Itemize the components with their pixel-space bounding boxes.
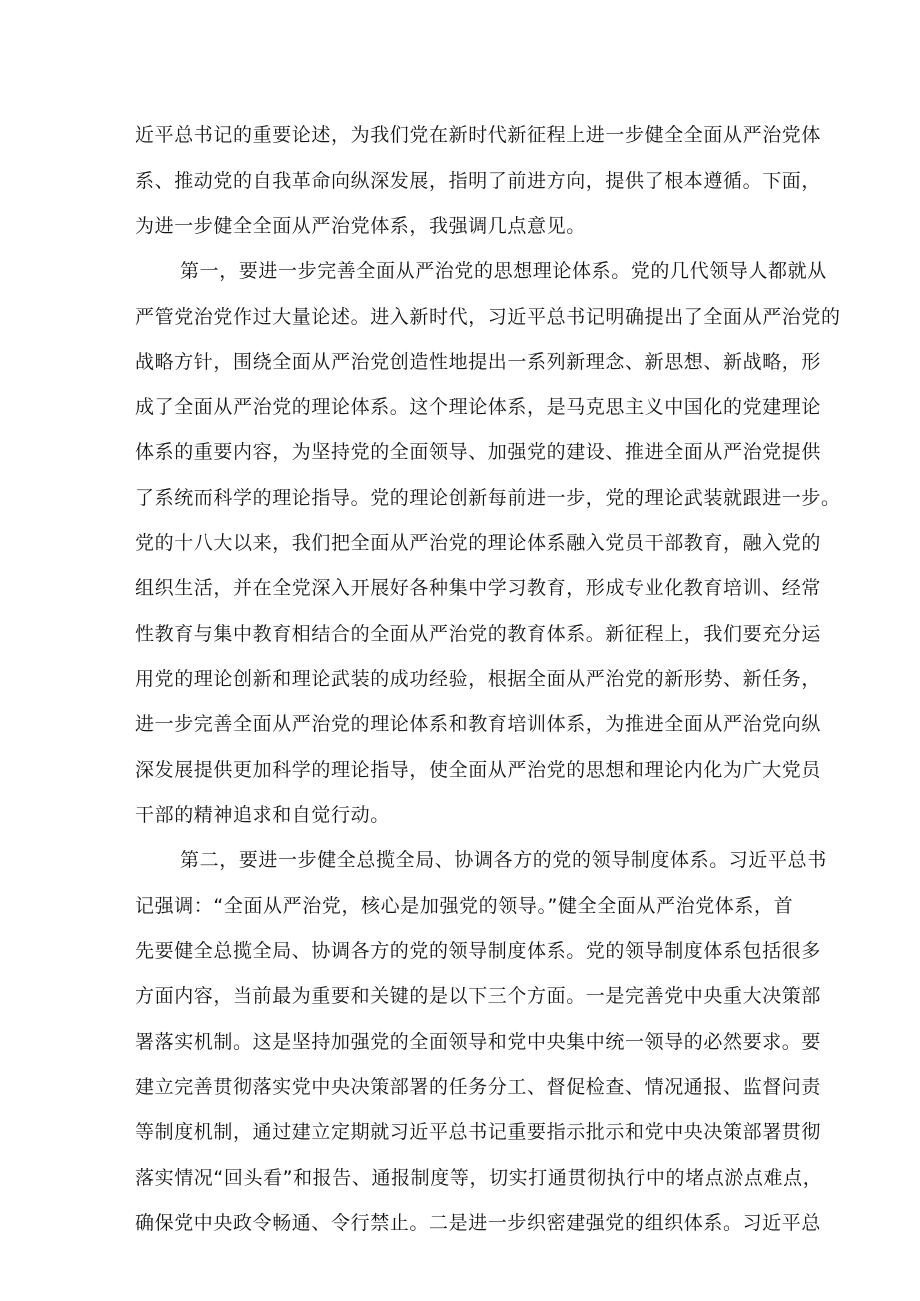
text-line: 近平总书记的重要论述，为我们党在新时代新征程上进一步健全全面从严治党体 bbox=[135, 124, 822, 146]
text-line: 等制度机制，通过建立定期就习近平总书记重要指示批示和党中央决策部署贯彻 bbox=[135, 1121, 822, 1143]
paragraph-first-line: 第二，要进一步健全总揽全局、协调各方的党的领导制度体系。习近平总书 bbox=[180, 849, 827, 871]
text-line: 干部的精神追求和自觉行动。 bbox=[135, 804, 390, 826]
text-line: 署落实机制。这是坚持加强党的全面领导和党中央集中统一领导的必然要求。要 bbox=[135, 1031, 822, 1053]
text-line: 成了全面从严治党的理论体系。这个理论体系，是马克思主义中国化的党建理论 bbox=[135, 396, 822, 418]
text-line: 了系统而科学的理论指导。党的理论创新每前进一步，党的理论武装就跟进一步。 bbox=[135, 487, 841, 509]
text-line: 确保党中央政令畅通、令行禁止。二是进一步织密建强党的组织体系。习近平总 bbox=[135, 1212, 822, 1234]
text-line: 落实情况“回头看”和报告、通报制度等，切实打通贯彻执行中的堵点淤点难点， bbox=[135, 1167, 823, 1189]
text-line: 方面内容，当前最为重要和关键的是以下三个方面。一是完善党中央重大决策部 bbox=[135, 985, 822, 1007]
text-line: 系、推动党的自我革命向纵深发展，指明了前进方向，提供了根本遵循。下面， bbox=[135, 170, 822, 192]
text-line: 用党的理论创新和理论武装的成功经验，根据全面从严治党的新形势、新任务， bbox=[135, 668, 822, 690]
text-line: 体系的重要内容，为坚持党的全面领导、加强党的建设、推进全面从严治党提供 bbox=[135, 441, 822, 463]
text-line: 战略方针，围绕全面从严治党创造性地提出一系列新理念、新思想、新战略，形 bbox=[135, 351, 822, 373]
text-line: 组织生活，并在全党深入开展好各种集中学习教育，形成专业化教育培训、经常 bbox=[135, 577, 822, 599]
text-line: 深发展提供更加科学的理论指导，使全面从严治党的思想和理论内化为广大党员 bbox=[135, 759, 822, 781]
paragraph-first-line: 第一，要进一步完善全面从严治党的思想理论体系。党的几代领导人都就从 bbox=[180, 260, 827, 282]
text-line: 记强调：“全面从严治党，核心是加强党的领导。”健全全面从严治党体系，首 bbox=[135, 895, 794, 917]
text-line: 进一步完善全面从严治党的理论体系和教育培训体系，为推进全面从严治党向纵 bbox=[135, 713, 822, 735]
text-line: 性教育与集中教育相结合的全面从严治党的教育体系。新征程上，我们要充分运 bbox=[135, 623, 822, 645]
text-line: 先要健全总揽全局、协调各方的党的领导制度体系。党的领导制度体系包括很多 bbox=[135, 940, 822, 962]
text-line: 为进一步健全全面从严治党体系，我强调几点意见。 bbox=[135, 215, 586, 237]
text-line: 党的十八大以来，我们把全面从严治党的理论体系融入党员干部教育，融入党的 bbox=[135, 532, 822, 554]
text-line: 严管党治党作过大量论述。进入新时代，习近平总书记明确提出了全面从严治党的 bbox=[135, 306, 841, 328]
text-line: 建立完善贯彻落实党中央决策部署的任务分工、督促检查、情况通报、监督问责 bbox=[135, 1076, 822, 1098]
